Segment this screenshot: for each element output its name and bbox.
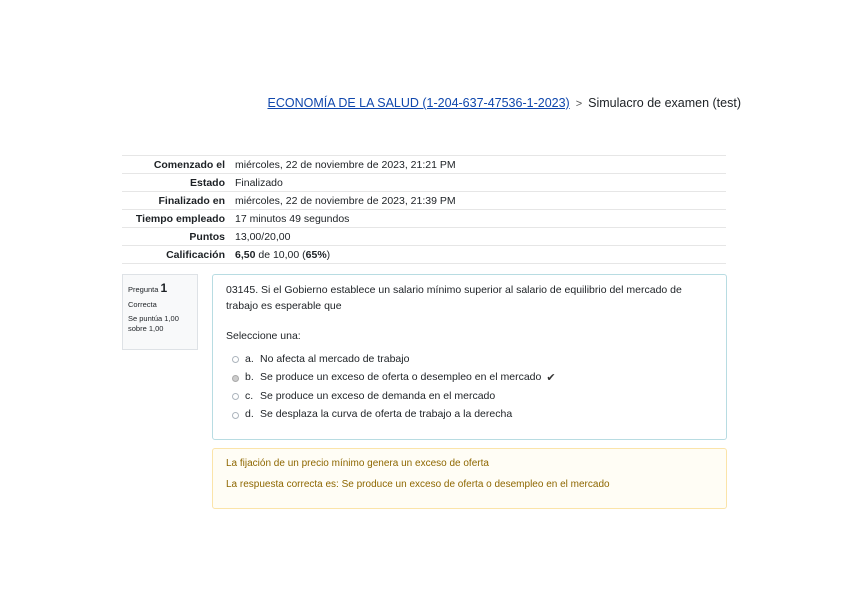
summary-value: miércoles, 22 de noviembre de 2023, 21:21 PM	[235, 159, 456, 171]
answer-letter: c.	[245, 389, 254, 402]
breadcrumb-separator: >	[575, 98, 583, 110]
answer-letter: b.	[245, 371, 254, 384]
question-number-value: 1	[160, 281, 168, 295]
answer-text: Se produce un exceso de oferta o desempleo en el mercado	[260, 371, 542, 384]
summary-label: Tiempo empleado	[135, 213, 225, 225]
correct-answer-feedback: La respuesta correcta es: Se produce un exceso de oferta o desempleo en el mercado	[226, 479, 610, 490]
answer-text: No afecta al mercado de trabajo	[260, 352, 410, 365]
summary-label: Finalizado en	[158, 195, 225, 207]
grade-label: Calificación	[166, 249, 225, 261]
summary-label: Estado	[189, 177, 225, 189]
summary-row-marks	[122, 228, 726, 246]
summary-row-state	[122, 174, 726, 192]
summary-label: Puntos	[189, 231, 225, 243]
answer-prompt: Seleccione una:	[226, 329, 301, 342]
question-label: Pregunta	[128, 285, 159, 294]
question-info-box	[122, 274, 198, 350]
attempt-summary-table	[122, 155, 726, 264]
summary-row-time-taken	[122, 210, 726, 228]
question-number	[128, 280, 192, 296]
grade-end: )	[326, 249, 331, 261]
answer-letter: d.	[245, 408, 254, 421]
feedback-box	[212, 448, 727, 509]
answer-letter: a.	[245, 352, 254, 365]
summary-value: 17 minutos 49 segundos	[235, 213, 350, 225]
radio-button[interactable]	[232, 412, 239, 419]
summary-row-finished	[122, 192, 726, 210]
answer-option-a[interactable]	[226, 350, 713, 369]
summary-row-grade	[122, 246, 726, 264]
grade-score: 6,50	[235, 249, 256, 261]
question-mark: Se puntúa 1,00 sobre 1,00	[128, 314, 179, 334]
summary-row-started	[122, 156, 726, 174]
breadcrumb-course-link[interactable]: ECONOMÍA DE LA SALUD (1-204-637-47536-1-2023)	[267, 96, 570, 110]
answer-option-d[interactable]	[226, 406, 713, 425]
question-state: Correcta	[128, 300, 157, 310]
summary-value: 13,00/20,00	[235, 231, 291, 243]
question-content	[212, 274, 727, 440]
general-feedback: La fijación de un precio mínimo genera un exceso de oferta	[226, 458, 489, 469]
answer-option-c[interactable]	[226, 387, 713, 406]
answer-option-b[interactable]	[226, 369, 713, 388]
question-text: 03145. Si el Gobierno establece un salario mínimo superior al salario de equilibrio del mercado de trabajo es esperable que	[226, 284, 682, 312]
summary-label: Comenzado el	[153, 159, 225, 171]
breadcrumb-current: Simulacro de examen (test)	[588, 96, 741, 110]
answer-text: Se desplaza la curva de oferta de trabajo a la derecha	[260, 408, 513, 421]
breadcrumb	[267, 96, 741, 110]
radio-button[interactable]	[232, 393, 239, 400]
check-icon: ✔	[546, 371, 556, 384]
summary-value: miércoles, 22 de noviembre de 2023, 21:39 PM	[235, 195, 456, 207]
radio-button-selected[interactable]	[232, 375, 239, 382]
radio-button[interactable]	[232, 356, 239, 363]
summary-value: Finalizado	[235, 177, 283, 189]
grade-value	[235, 246, 726, 264]
grade-percent: 65%	[305, 249, 327, 261]
grade-middle: de 10,00 (	[255, 249, 306, 261]
answer-text: Se produce un exceso de demanda en el mercado	[260, 389, 496, 402]
